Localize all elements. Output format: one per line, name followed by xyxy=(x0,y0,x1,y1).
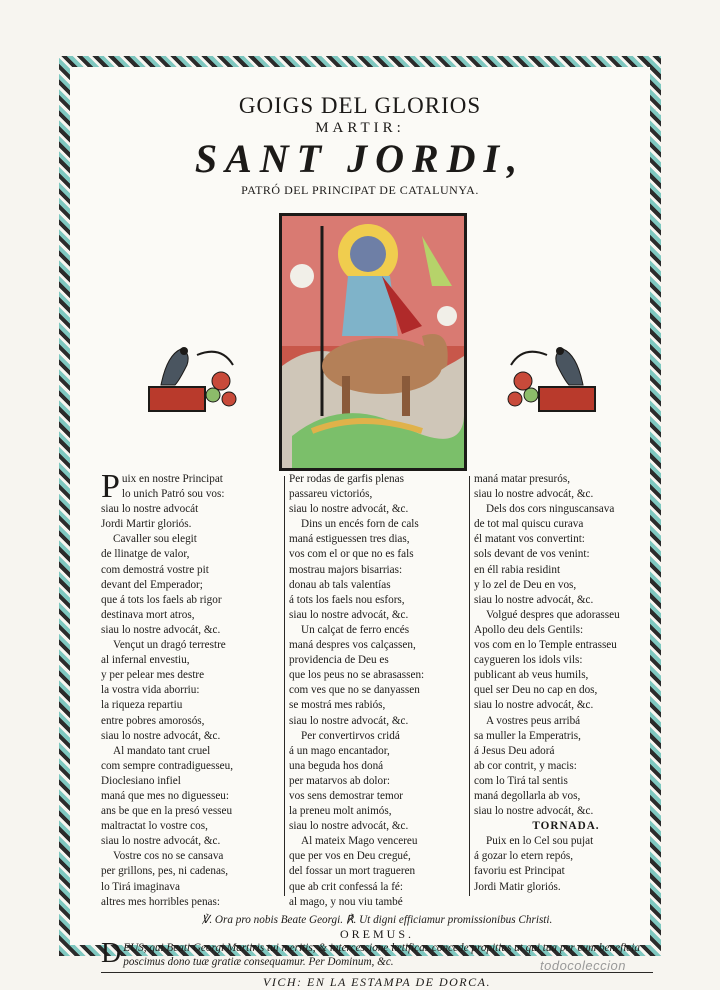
verse-line: uix en nostre Principat xyxy=(121,473,223,485)
verse-line: que ab crit confessá la fé: xyxy=(289,880,403,893)
verse-line: Al mandato tant cruel xyxy=(113,744,211,757)
verse-line: per matarvos ab dolor: xyxy=(289,774,390,787)
verse-line: siau lo nostre advocát, &c. xyxy=(289,820,409,833)
title-line-2: MARTIR: xyxy=(315,120,405,136)
verse-line: que los peus no se abrasassen: xyxy=(289,669,425,682)
verse-line: siau lo nostre advocát, &c. xyxy=(101,835,221,848)
verse-line: devant del Emperador; xyxy=(101,578,203,591)
verse-column-3 xyxy=(474,472,658,895)
verse-line: se mostrá mes rabiós, xyxy=(289,699,386,712)
verse-line: entre pobres amorosós, xyxy=(101,714,205,727)
verse-line: vos com en lo Temple entrasseu xyxy=(474,639,617,652)
verse-line: com lo Tirá tal sentis xyxy=(474,774,568,787)
verse-line: la preneu molt animós, xyxy=(289,805,392,818)
verse-line: siau lo nostre advocát xyxy=(101,503,199,516)
verse-line: la vostra vida aborriu: xyxy=(101,684,200,697)
versicle-response: ℣. Ora pro nobis Beate Georgi. ℟. Ut digni efficiamur promissionibus Christi. xyxy=(201,914,553,926)
verse-line: publicant ab veus humils, xyxy=(474,669,589,682)
verse-line: de tot mal quiscu curava xyxy=(474,518,584,531)
verse-line: siau lo nostre advocát, &c. xyxy=(474,805,594,818)
verse-line: siau lo nostre advocát, &c. xyxy=(289,714,409,727)
verse-line: Per convertirvos cridá xyxy=(301,729,400,742)
verse-line: y per pelear mes destre xyxy=(101,669,205,682)
verse-line: á un mago encantador, xyxy=(289,744,390,757)
bird-ornament-left xyxy=(141,325,241,425)
verse-line: Puix en lo Cel sou pujat xyxy=(486,835,594,848)
verse-line: siau lo nostre advocát, &c. xyxy=(474,699,594,712)
column-divider xyxy=(469,476,470,896)
verse-line: com ves que no se danyassen xyxy=(289,684,420,697)
verse-line: maná degollarla ab vos, xyxy=(474,789,581,802)
verse-line: sols devant de vos venint: xyxy=(474,548,590,561)
verse-line: Cavaller sou elegit xyxy=(113,533,197,546)
verse-line: siau lo nostre advocát, &c. xyxy=(101,729,221,742)
verse-line: Volgué despres que adorasseu xyxy=(486,608,620,621)
verse-line: la riqueza repartiu xyxy=(101,699,183,712)
verse-line: maná despres vos calçassen, xyxy=(289,639,416,652)
verse-line: siau lo nostre advocát, &c. xyxy=(289,503,409,516)
title-line-1: GOIGS DEL GLORIOS xyxy=(238,93,482,118)
drop-cap: P xyxy=(101,468,120,505)
verse-line: ab cor contrit, y macis: xyxy=(474,759,577,772)
verse-line: Apollo deu dels Gentils: xyxy=(474,623,584,636)
verse-line: com sempre contradiguesseu, xyxy=(101,759,234,772)
verse-line: Dioclesiano infiel xyxy=(101,774,181,787)
prayer-section xyxy=(101,913,653,990)
verse-line: quel ser Deu no cap en dos, xyxy=(474,684,598,697)
verse-line: siau lo nostre advocát, &c. xyxy=(474,488,594,501)
verse-line: com demostrá vostre pit xyxy=(101,563,209,576)
verse-line: Dins un encés forn de cals xyxy=(301,518,419,531)
verse-line: donau ab tals valentías xyxy=(289,578,391,591)
column-divider xyxy=(284,476,285,896)
verse-line: á Jesus Deu adorá xyxy=(474,744,555,757)
verse-line: siau lo nostre advocát, &c. xyxy=(474,593,594,606)
verse-line: altres mes horribles penas: xyxy=(101,895,220,908)
verse-line: Vençut un dragó terrestre xyxy=(113,639,226,652)
prayer-drop-cap: D xyxy=(101,938,122,969)
verse-line: passareu victoriós, xyxy=(289,488,373,501)
verse-line: vos sens demostrar temor xyxy=(289,789,404,802)
verse-line: al infernal envestiu, xyxy=(101,654,190,667)
verse-line: per grillons, pes, ni cadenas, xyxy=(101,865,229,878)
verse-line: lo unich Patró sou vos: xyxy=(121,488,225,501)
verse-line: y lo zel de Deu en vos, xyxy=(474,578,577,591)
oremus-heading: OREMUS. xyxy=(339,927,414,941)
subtitle-patron: PATRÓ DEL PRINCIPAT DE CATALUNYA. xyxy=(241,183,479,197)
verse-line: TORNADA. xyxy=(532,820,600,833)
verse-line: destinava mort atros, xyxy=(101,608,195,621)
verse-line: vos com el or que no es fals xyxy=(289,548,414,561)
verse-line: mostrau majors bisarrias: xyxy=(289,563,403,576)
verse-line: ans be que en la presó vesseu xyxy=(101,805,233,818)
verse-line: Jordi Matir gloriós. xyxy=(474,880,561,893)
verse-line: Un calçat de ferro encés xyxy=(301,623,410,636)
watermark-text: todocoleccion xyxy=(540,958,626,973)
verse-line: una beguda hos doná xyxy=(289,759,384,772)
bird-ornament-right xyxy=(503,325,603,425)
verse-line: á tots los faels nou esfors, xyxy=(289,593,405,606)
prayer-text: EUS, qui Beati Georgi Martiris tui meritis, & intercessione lætificas concede propitius ut qui tua per eum beneficia poscimus dono tuæ gratiæ consequamur. Per Dominum, &c. xyxy=(123,942,640,968)
verse-line: maná matar presurós, xyxy=(474,473,570,485)
verse-line: del fossar un mort tragueren xyxy=(289,865,416,878)
printer-imprint: VICH: EN LA ESTAMPA DE DORCA. xyxy=(263,975,491,989)
verse-line: caygueren los idols vils: xyxy=(474,654,583,667)
verse-line: de llinatge de valor, xyxy=(101,548,190,561)
verse-line: que á tots los faels ab rigor xyxy=(101,593,222,606)
verse-line: él matant vos convertint: xyxy=(474,533,585,546)
verse-line: maná que mes no diguesseu: xyxy=(101,789,230,802)
title-saint-name: SANT JORDI, xyxy=(194,136,526,181)
verse-line: Jordi Martir gloriós. xyxy=(101,518,192,531)
verse-line: Per rodas de garfis plenas xyxy=(289,473,404,485)
verse-line: maltractat lo vostre cos, xyxy=(101,820,208,833)
verse-column-1 xyxy=(101,468,284,910)
verse-line: Vostre cos no se cansava xyxy=(113,850,224,863)
verse-line: providencia de Deu es xyxy=(289,654,389,667)
verse-line: á gozar lo etern repós, xyxy=(474,850,574,863)
verse-column-2 xyxy=(289,472,469,910)
verse-line: A vostres peus arribá xyxy=(486,714,581,727)
verse-line: siau lo nostre advocát, &c. xyxy=(289,608,409,621)
verse-line: sa muller la Emperatris, xyxy=(474,729,581,742)
verse-line: que per vos en Deu cregué, xyxy=(289,850,411,863)
verse-line: siau lo nostre advocát, &c. xyxy=(101,623,221,636)
verse-line: Dels dos cors ninguscansava xyxy=(486,503,615,516)
verse-line: en éll rabia residint xyxy=(474,563,561,576)
saint-george-woodcut xyxy=(279,213,467,471)
verse-line: lo Tirá imaginava xyxy=(101,880,180,893)
verse-line: Al mateix Mago vencereu xyxy=(301,835,418,848)
verse-line: maná estiguessen tres dias, xyxy=(289,533,410,546)
verse-line: al mago, y nou viu també xyxy=(289,895,403,908)
verse-line: favoriu est Principat xyxy=(474,865,565,878)
